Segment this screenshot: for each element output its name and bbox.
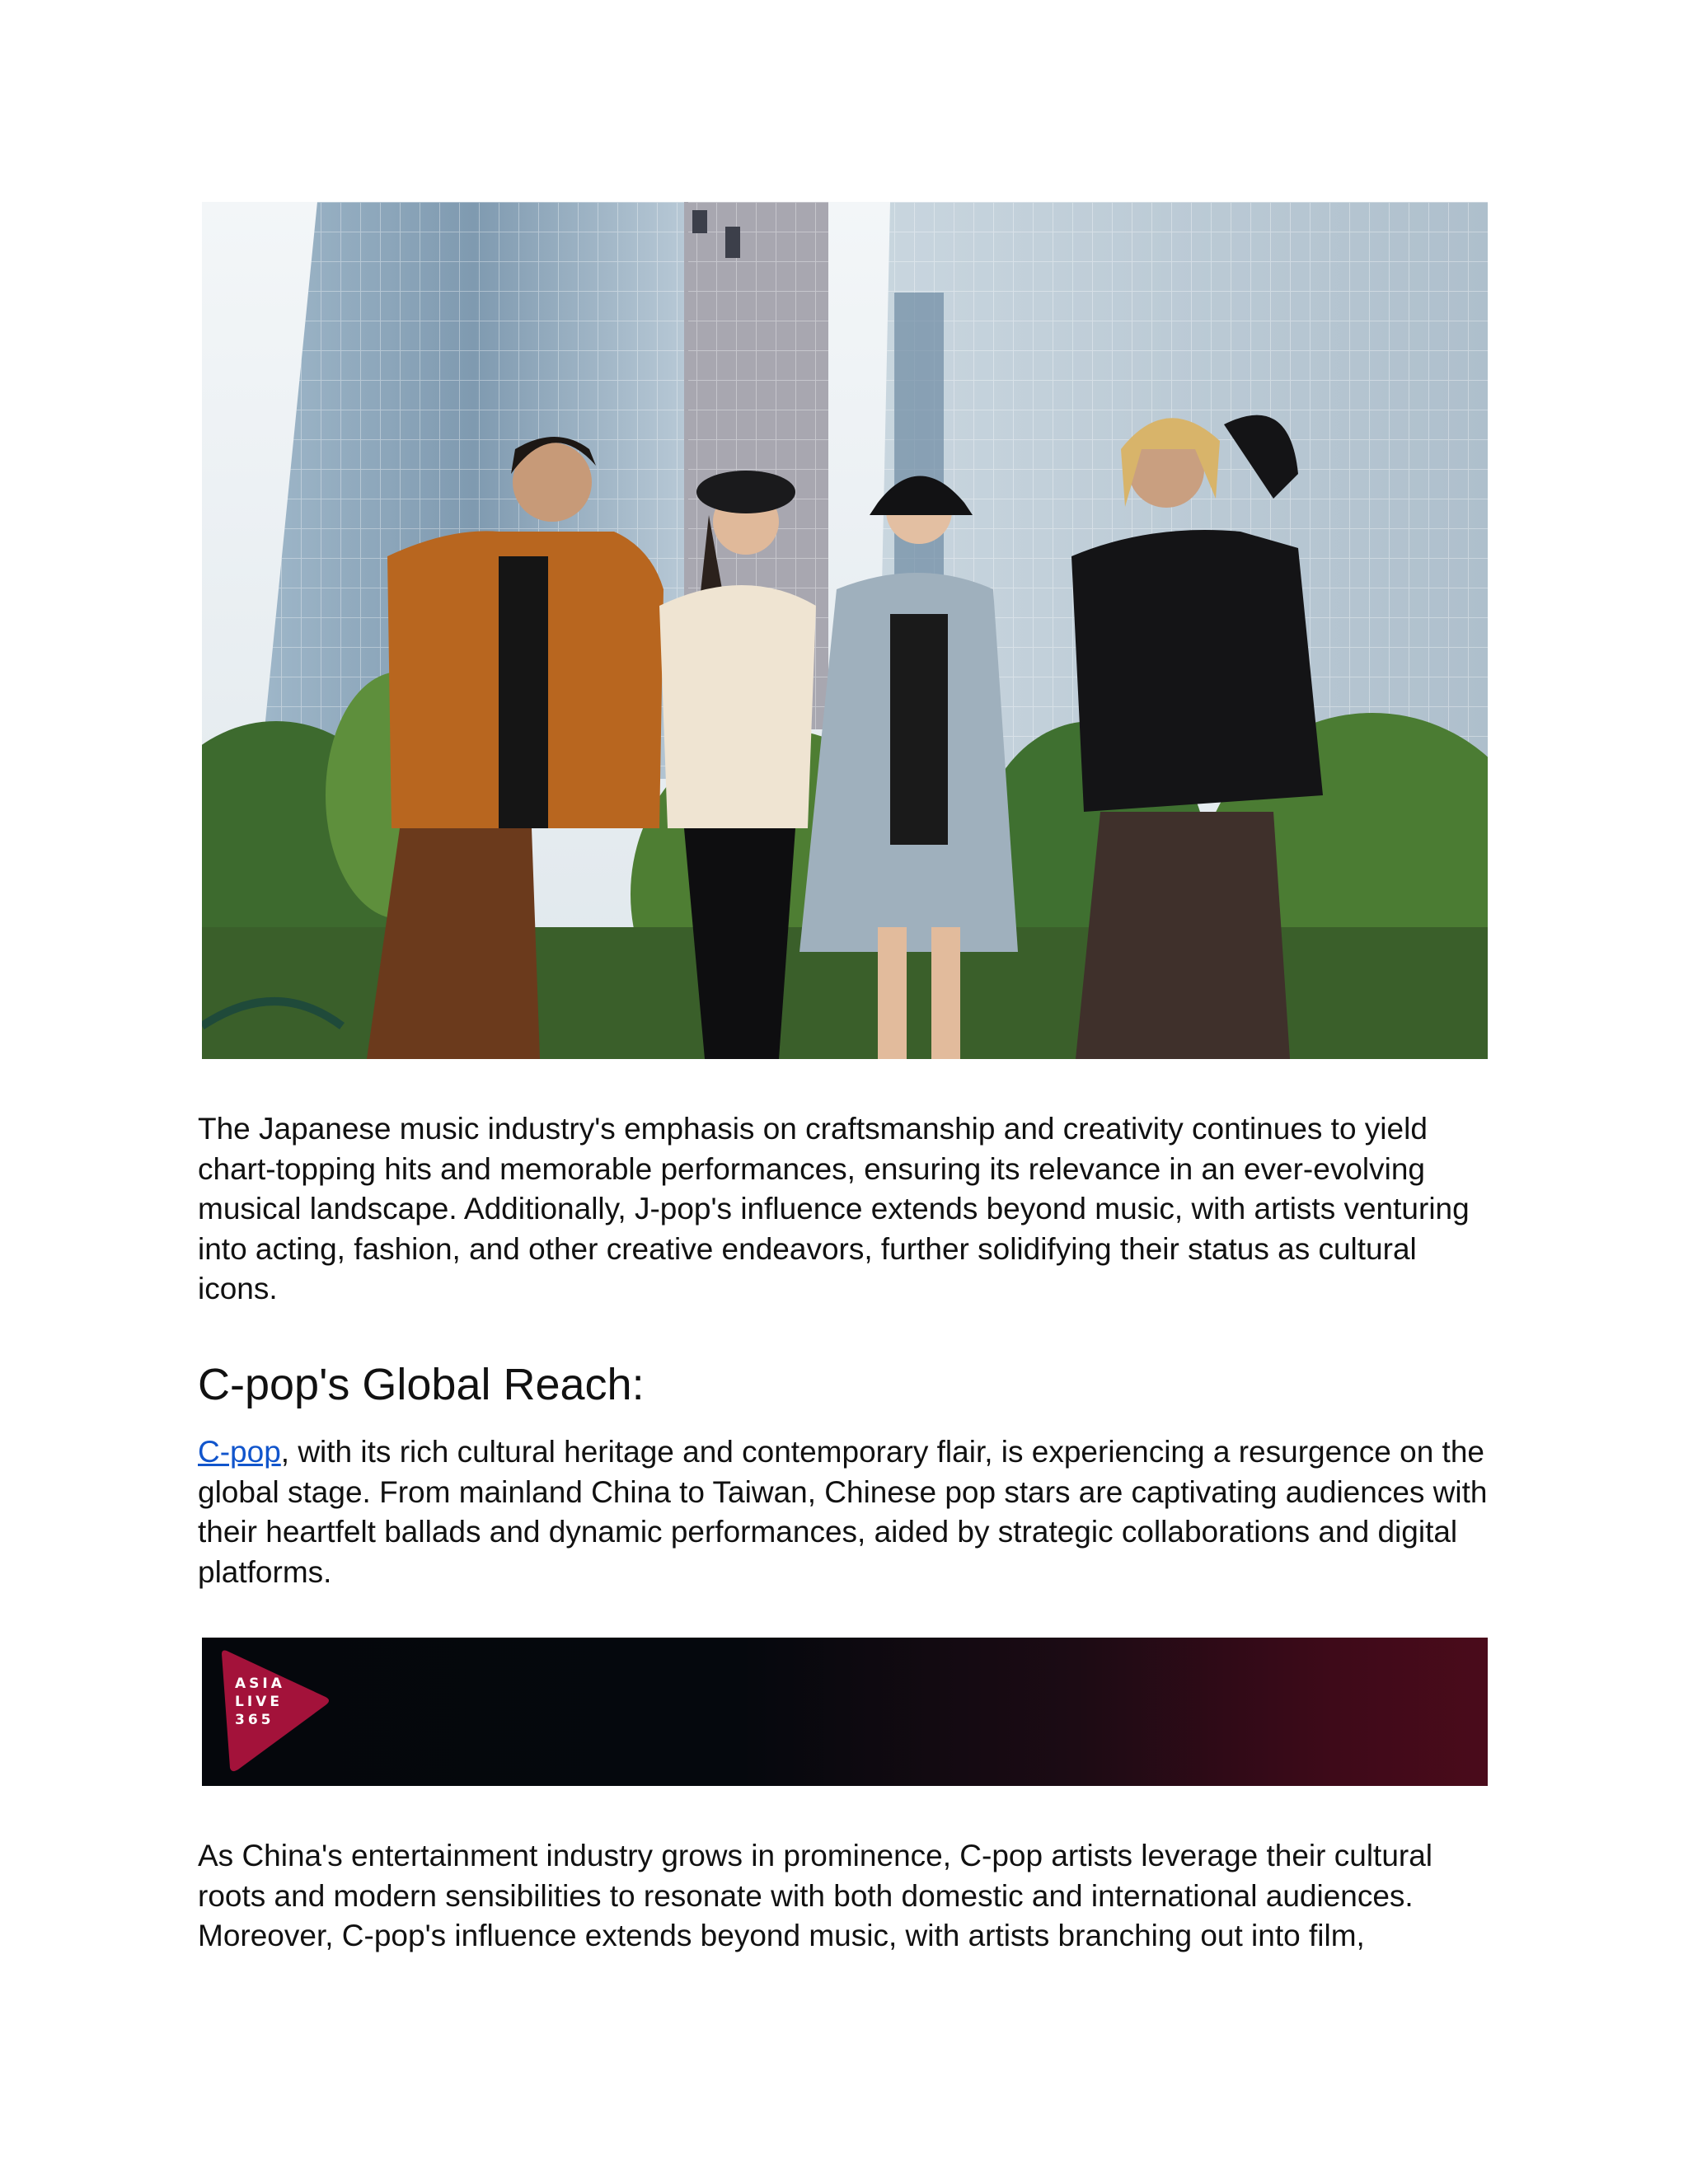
paragraph-cpop-industry: As China's entertainment industry grows in prominence, C-pop artists leverage their cultural roots and modern sensibilities to resonate with both domestic and international audiences. Moreover, C-pop's influence extends beyond music, with artists branching out into film, [198,1839,1433,1952]
paragraph-cpop-intro-text: , with its rich cultural heritage and contemporary flair, is experiencing a resurgence on the global stage. From mainland China to Taiwan, Chinese pop stars are captivating audiences with their heartfelt ballads and dynamic performances, aided by strategic collaborations and digital platforms. [198,1435,1488,1589]
logo-line-365: 365 [235,1712,274,1728]
logo-text [235,1675,309,1729]
logo-line-live: LIVE [235,1694,283,1710]
asia-live-365-banner[interactable] [202,1638,1488,1786]
paragraph-jpop-influence: The Japanese music industry's emphasis on craftsmanship and creativity continues to yield chart-topping hits and memorable performances, ensuring its relevance in an ever-evolving musical landscape. Additionally, J-pop's influence extends beyond music, with artists venturing into acting, fashion, and other creative endeavors, further solidifying their status as cultural icons. [198,1112,1470,1305]
logo-line-asia: ASIA [235,1675,285,1692]
section-heading: C-pop's Global Reach: [198,1360,645,1409]
group-photo-illustration [202,202,1488,1059]
cpop-link[interactable]: C-pop [198,1435,281,1469]
paragraph-cpop-intro [198,1432,1492,1592]
group-photo [202,202,1488,1059]
